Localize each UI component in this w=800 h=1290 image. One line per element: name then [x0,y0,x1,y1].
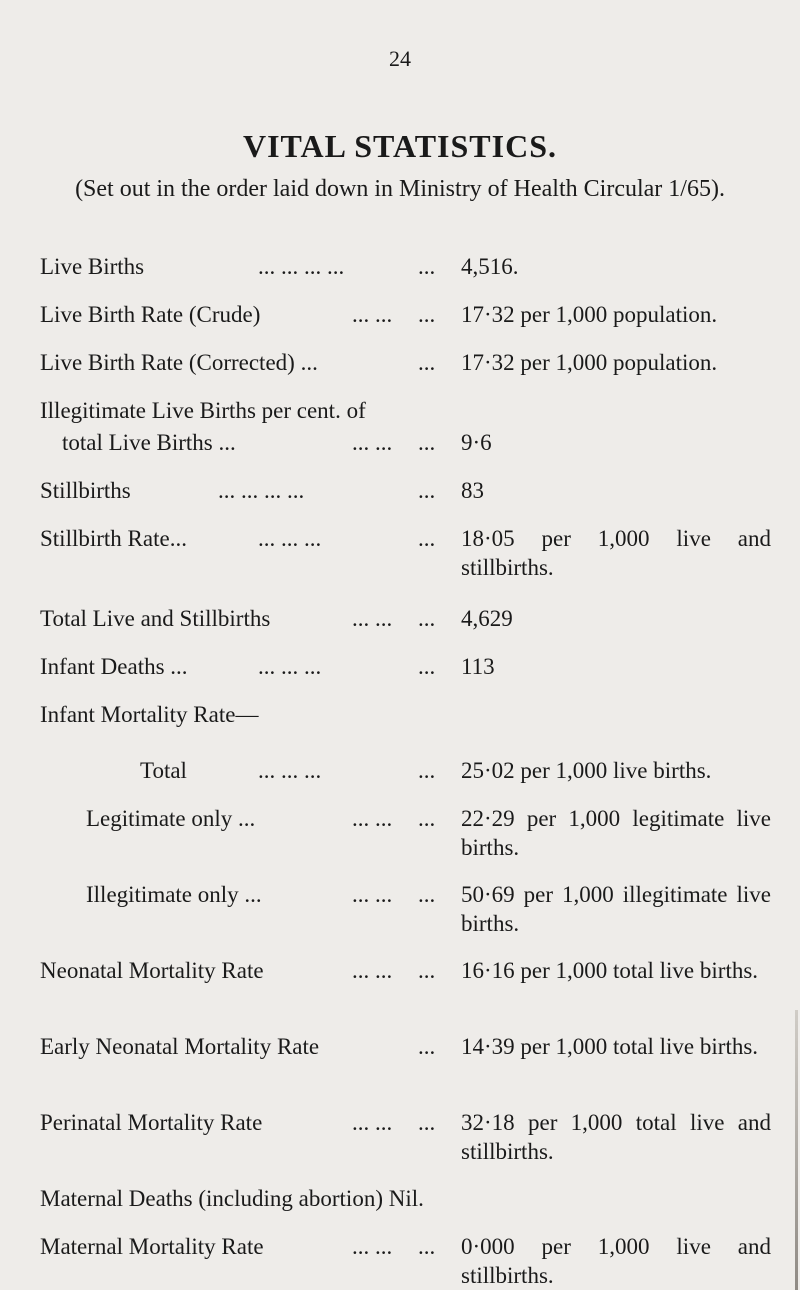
stat-label: Legitimate only ... [86,806,256,831]
page-number: 24 [389,46,411,71]
stat-label: Infant Mortality Rate— [40,702,259,727]
leader-dots: ... ... [352,302,393,327]
leader-dots: ... [418,350,436,375]
stat-label: Stillbirths [40,478,131,503]
stat-value: 17·32 per 1,000 population. [461,302,718,327]
stat-label: Total [140,758,187,783]
stat-label: Illegitimate only ... [86,882,262,907]
leader-dots: ... ... ... [258,526,322,551]
stat-label: Perinatal Mortality Rate [40,1110,263,1135]
leader-dots: ... ... ... ... [218,478,305,503]
stat-label: Live Birth Rate (Crude) [40,302,261,327]
leader-dots: ... ... [352,958,393,983]
stat-value: 32·18 per 1,000 total live and stillbirths. [461,1110,771,1164]
stat-label: Maternal Deaths (including abortion) Nil. [40,1186,424,1211]
stat-label: Live Birth Rate (Corrected) ... [40,350,318,375]
leader-dots: ... ... [352,1234,393,1259]
stat-label: Stillbirth Rate... [40,526,187,551]
stat-label: Infant Deaths ... [40,654,188,679]
leader-dots: ... ... ... [258,758,322,783]
stat-value: 9·6 [461,430,492,455]
stat-value: 50·69 per 1,000 illegitimate live births. [461,882,771,936]
leader-dots: ... ... [352,882,393,907]
stat-value: 113 [461,654,495,679]
leader-dots: ... ... [352,606,393,631]
leader-dots: ... [418,1034,436,1059]
stat-value: 22·29 per 1,000 legitimate live births. [461,806,771,860]
stat-label: total Live Births ... [62,430,236,455]
stat-label: Neonatal Mortality Rate [40,958,264,983]
stat-value: 17·32 per 1,000 population. [461,350,718,375]
leader-dots: ... ... [352,1110,393,1135]
leader-dots: ... ... ... ... [258,254,345,279]
stat-label: Total Live and Stillbirths [40,606,271,631]
subtitle: (Set out in the order laid down in Ministry of Health Circular 1/65). [75,176,725,202]
leader-dots: ... ... [352,430,393,455]
stat-label: Live Births [40,254,145,279]
stat-value: 83 [461,478,484,503]
stat-value: 4,629 [461,606,513,631]
stat-label: Early Neonatal Mortality Rate [40,1034,320,1059]
stat-value: 14·39 per 1,000 total live births. [461,1034,759,1059]
leader-dots: ... ... [352,806,393,831]
stat-value: 18·05 per 1,000 live and stillbirths. [461,526,771,580]
stat-value: 25·02 per 1,000 live births. [461,758,712,783]
page-edge-shadow [795,1010,798,1290]
stat-label: Maternal Mortality Rate [40,1234,264,1259]
stat-value: 0·000 per 1,000 live and stillbirths. [461,1234,771,1288]
stat-value: 16·16 per 1,000 total live births. [461,958,759,983]
stat-label: Illegitimate Live Births per cent. of [40,398,366,423]
page-title: VITAL STATISTICS. [242,128,557,164]
stat-value: 4,516. [461,254,519,279]
leader-dots: ... ... ... [258,654,322,679]
